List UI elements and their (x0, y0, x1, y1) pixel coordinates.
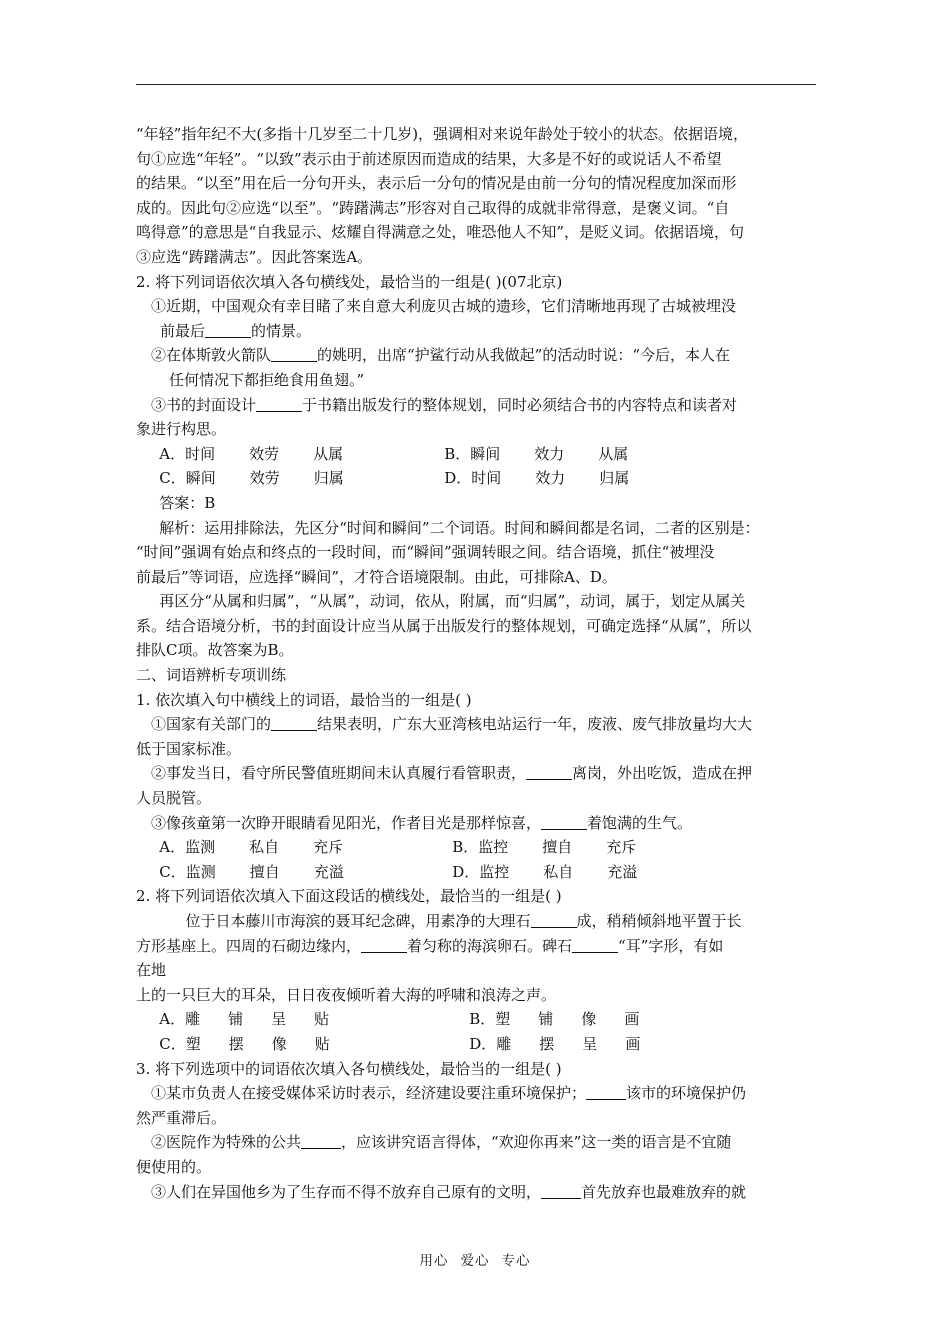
question-stem: 2. 将下列词语依次填入下面这段话的横线处，最恰当的一组是( ) (136, 887, 562, 906)
sentence-line: ③像孩童第一次睁开眼睛看见阳光，作者目光是那样惊喜， 着饱满的生气。 (151, 813, 693, 832)
sentence-line: 低于国家标准。 (136, 739, 242, 758)
footer-text: 用心 (419, 1253, 449, 1269)
options-row (136, 835, 816, 860)
question-stem: 2. 将下列词语依次填入各句横线处，最恰当的一组是( )(07北京) (136, 272, 563, 291)
sentence-line: 人员脱管。 (136, 789, 212, 808)
option-a: A．监测 私自 充斥 (159, 838, 344, 857)
sentence-line: 前最后 的情景。 (160, 321, 312, 340)
passage-line: 方形基座上。四周的石砌边缘内， 着匀称的海滨卵石。碑石 “耳”字形，有如 (136, 936, 724, 955)
options-row (136, 1007, 816, 1032)
option-d: D．雕 摆 呈 画 (469, 1034, 641, 1053)
fill-blank (586, 1085, 626, 1100)
sentence-line: ③人们在异国他乡为了生存而不得不放弃自己原有的文明， 首先放弃也最难放弃的就 (151, 1182, 747, 1201)
text-line: 成的。因此句②应选“以至”。“踌躇满志”形容对自己取得的成就非常得意，是褒义词。“自 (136, 198, 730, 217)
sentence-line: 任何情况下都拒绝食用鱼翅。” (169, 370, 365, 389)
fill-blank (541, 1184, 581, 1199)
fill-blank (526, 765, 572, 780)
analysis-line: 排队C项。故答案为B。 (136, 641, 294, 660)
page-footer (0, 1249, 950, 1269)
options-row (136, 466, 816, 491)
sentence-line: ②事发当日，看守所民警值班期间未认真履行看管职责， 离岗，外出吃饭，造成在押 (151, 764, 753, 783)
sentence-line: ②在体斯敦火箭队 的姚明，出席“护鲨行动从我做起”的活动时说：“今后，本人在 (151, 346, 731, 365)
option-c: C．塑 摆 像 贴 (159, 1034, 330, 1053)
analysis-line: 系。结合语境分析，书的封面设计应当从属于出版发行的整体规划，可确定选择“从属”，所以 (136, 616, 752, 635)
sentence-line: 然严重滞后。 (136, 1108, 227, 1127)
options-row (136, 1032, 816, 1057)
option-d: D．监控 私自 充溢 (452, 862, 638, 881)
analysis-line: 前最后”等词语，应选择“瞬间”，才符合语境限制。由此，可排除A、D。 (136, 567, 617, 586)
question-stem: 1. 依次填入句中横线上的词语，最恰当的一组是( ) (136, 690, 472, 709)
header-rule (136, 84, 816, 85)
option-c: C．监测 擅自 充溢 (159, 862, 344, 881)
passage-line: 上的一只巨大的耳朵，日日夜夜倾听着大海的呼啸和浪涛之声。 (136, 985, 557, 1004)
sentence-line: ②医院作为特殊的公共 ，应该讲究语言得体，“欢迎你再来”这一类的语言是不宜随 (151, 1133, 732, 1152)
footer-text: 专心 (501, 1253, 531, 1269)
fill-blank (205, 323, 251, 338)
option-b: B．监控 擅自 充斥 (452, 838, 637, 857)
option-a: A．雕 铺 呈 贴 (159, 1010, 330, 1029)
options-row (136, 860, 816, 885)
answer-line: 答案：B (159, 493, 216, 512)
text-line: “年轻”指年纪不大(多指十几岁至二十几岁)，强调相对来说年龄处于较小的状态。依据语境， (136, 125, 749, 143)
option-d: D．时间 效力 归属 (444, 469, 630, 488)
question-stem: 3. 将下列选项中的词语依次填入各句横线处，最恰当的一组是( ) (136, 1059, 562, 1078)
text-line: 的结果。“以至”用在后一分句开头，表示后一分句的情况是由前一分句的情况程度加深而形 (136, 174, 737, 193)
footer-text: 爱心 (460, 1253, 490, 1269)
fill-blank (531, 913, 577, 928)
fill-blank (256, 397, 302, 412)
fill-blank (301, 1134, 341, 1149)
fill-blank (271, 347, 317, 362)
sentence-line: 象进行构思。 (136, 420, 227, 439)
fill-blank (572, 938, 618, 953)
option-b: B．塑 铺 像 画 (469, 1010, 640, 1029)
sentence-line: ①近期，中国观众有幸目睹了来自意大利庞贝古城的遗珍，它们清晰地再现了古城被埋没 (151, 297, 737, 316)
text-line: 句①应选“年轻”。“以致”表示由于前述原因而造成的结果，大多是不好的或说话人不希望 (136, 149, 722, 168)
sentence-line: ①国家有关部门的 结果表明，广东大亚湾核电站运行一年，废液、废气排放量均大大 (151, 715, 753, 734)
analysis-line: 再区分“从属和归属”，“从属”，动词，依从，附属，而“归属”，动词，属于，划定从属关 (159, 592, 746, 611)
passage-line: 位于日本藤川市海滨的聂耳纪念碑，用素净的大理石 成，稍稍倾斜地平置于长 (185, 912, 742, 930)
sentence-line: ①某市负责人在接受媒体采访时表示，经济建设要注重环境保护； 该市的环境保护仍 (151, 1084, 747, 1103)
fill-blank (361, 938, 407, 953)
text-line: ③应选“踌躇满志”。因此答案选A。 (136, 247, 373, 266)
page-content (136, 122, 816, 1204)
option-a: A．时间 效劳 从属 (159, 444, 344, 463)
text-line: 鸣得意”的意思是“自我显示、炫耀自得满意之处，唯恐他人不知”，是贬义词。依据语境，句 (136, 223, 745, 242)
fill-blank (541, 815, 587, 830)
options-row (136, 442, 816, 467)
fill-blank (271, 716, 317, 731)
option-c: C．瞬间 效劳 归属 (159, 469, 344, 488)
sentence-line: ③书的封面设计 于书籍出版发行的整体规划，同时必须结合书的内容特点和读者对 (151, 395, 738, 414)
analysis-line: 解析：运用排除法，先区分“时间和瞬间”二个词语。时间和瞬间都是名词，二者的区别是： (159, 518, 760, 537)
analysis-line: “时间”强调有始点和终点的一段时间，而“瞬间”强调转眼之间。结合语境，抓住“被埋没 (136, 543, 715, 562)
section-title: 二、词语辨析专项训练 (136, 666, 287, 685)
passage-line: 在地 (136, 961, 167, 980)
option-b: B．瞬间 效力 从属 (444, 444, 629, 463)
sentence-line: 便使用的。 (136, 1157, 212, 1176)
